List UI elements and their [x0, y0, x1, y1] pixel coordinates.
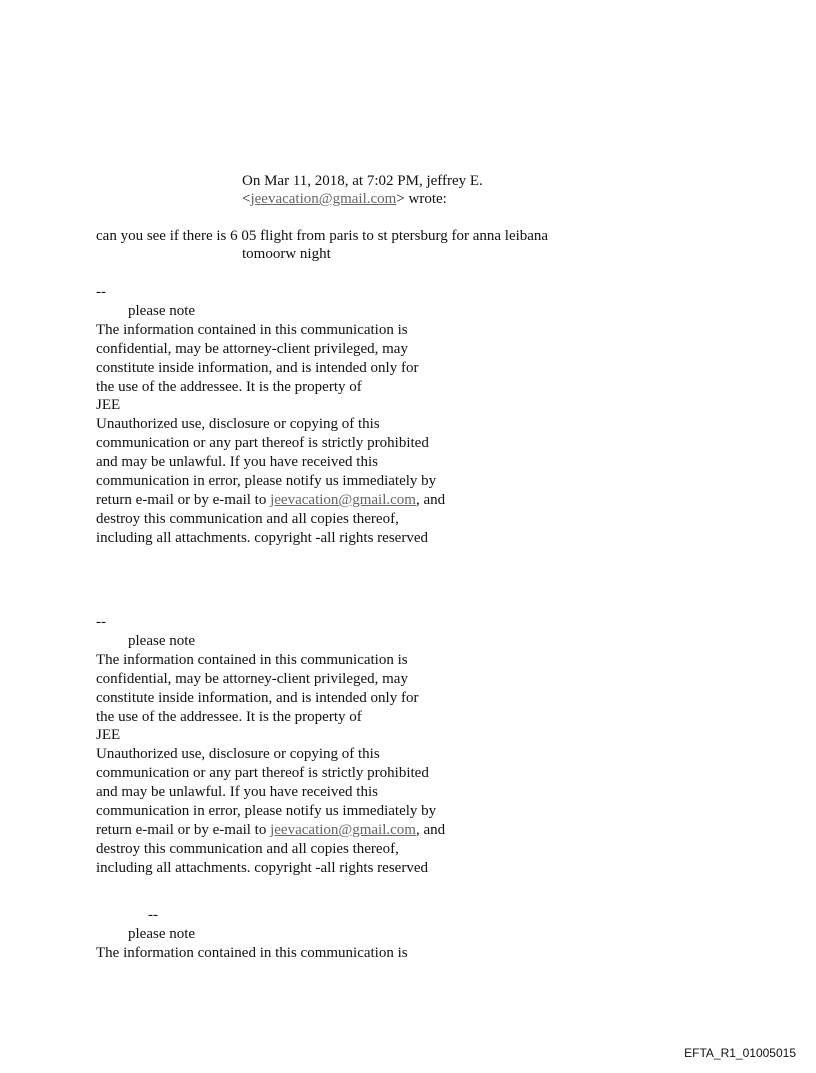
disclaimer-title: please note — [128, 632, 196, 649]
signature-separator: -- — [96, 614, 106, 630]
disclaimer-block-3 — [96, 906, 516, 963]
disclaimer-email-link[interactable]: jeevacation@gmail.com — [270, 821, 416, 838]
disclaimer-line: confidential, may be attorney-client privileged, may — [96, 340, 408, 357]
signature-separator: -- — [148, 907, 158, 923]
disclaimer-line: Unauthorized use, disclosure or copying of this — [96, 416, 380, 433]
reply-header-line2 — [242, 190, 447, 208]
disclaimer-return-line — [96, 491, 516, 510]
disclaimer-line: The information contained in this communication is — [96, 944, 408, 961]
disclaimer-line: the use of the addressee. It is the property of — [96, 708, 362, 725]
disclaimer-line: destroy this communication and all copies thereof, — [96, 510, 399, 527]
disclaimer-line: including all attachments. copyright -all rights reserved — [96, 529, 428, 546]
disclaimer-line: JEE — [96, 727, 121, 744]
reply-header-line1: On Mar 11, 2018, at 7:02 PM, jeffrey E. — [242, 173, 483, 189]
return-suffix: , and — [415, 821, 446, 838]
disclaimer-line: communication in error, please notify us immediately by — [96, 803, 437, 820]
disclaimer-line: and may be unlawful. If you have received this — [96, 454, 378, 471]
disclaimer-line: destroy this communication and all copies thereof, — [96, 840, 399, 857]
disclaimer-title: please note — [128, 302, 196, 319]
disclaimer-email-link[interactable]: jeevacation@gmail.com — [270, 491, 416, 508]
disclaimer-line: including all attachments. copyright -all rights reserved — [96, 859, 428, 876]
disclaimer-line: constitute inside information, and is intended only for — [96, 689, 419, 706]
disclaimer-line: JEE — [96, 397, 121, 414]
disclaimer-line: The information contained in this communication is — [96, 321, 408, 338]
disclaimer-line: communication or any part thereof is strictly prohibited — [96, 765, 429, 782]
document-id-footer: EFTA_R1_01005015 — [684, 1046, 796, 1060]
reply-header-wrote: > wrote: — [396, 191, 447, 207]
disclaimer-line: constitute inside information, and is intended only for — [96, 359, 419, 376]
return-suffix: , and — [415, 491, 446, 508]
disclaimer-line: confidential, may be attorney-client privileged, may — [96, 670, 408, 687]
disclaimer-line: communication or any part thereof is strictly prohibited — [96, 435, 429, 452]
disclaimer-line: The information contained in this communication is — [96, 651, 408, 668]
disclaimer-return-line — [96, 821, 516, 840]
reply-header-open-bracket: < — [242, 191, 251, 207]
message-line1: can you see if there is 6 05 flight from paris to st ptersburg for anna leibana — [96, 228, 549, 244]
disclaimer-title: please note — [128, 925, 196, 942]
disclaimer-line: and may be unlawful. If you have received this — [96, 784, 378, 801]
return-prefix: return e-mail or by e-mail to — [96, 821, 271, 838]
disclaimer-block-2 — [96, 613, 516, 878]
disclaimer-block-1 — [96, 283, 516, 548]
disclaimer-line: communication in error, please notify us immediately by — [96, 473, 437, 490]
disclaimer-line: Unauthorized use, disclosure or copying of this — [96, 746, 380, 763]
sender-email-link[interactable]: jeevacation@gmail.com — [250, 191, 397, 207]
disclaimer-line: the use of the addressee. It is the property of — [96, 378, 362, 395]
signature-separator: -- — [96, 284, 106, 300]
message-line2: tomoorw night — [242, 246, 331, 262]
return-prefix: return e-mail or by e-mail to — [96, 491, 271, 508]
